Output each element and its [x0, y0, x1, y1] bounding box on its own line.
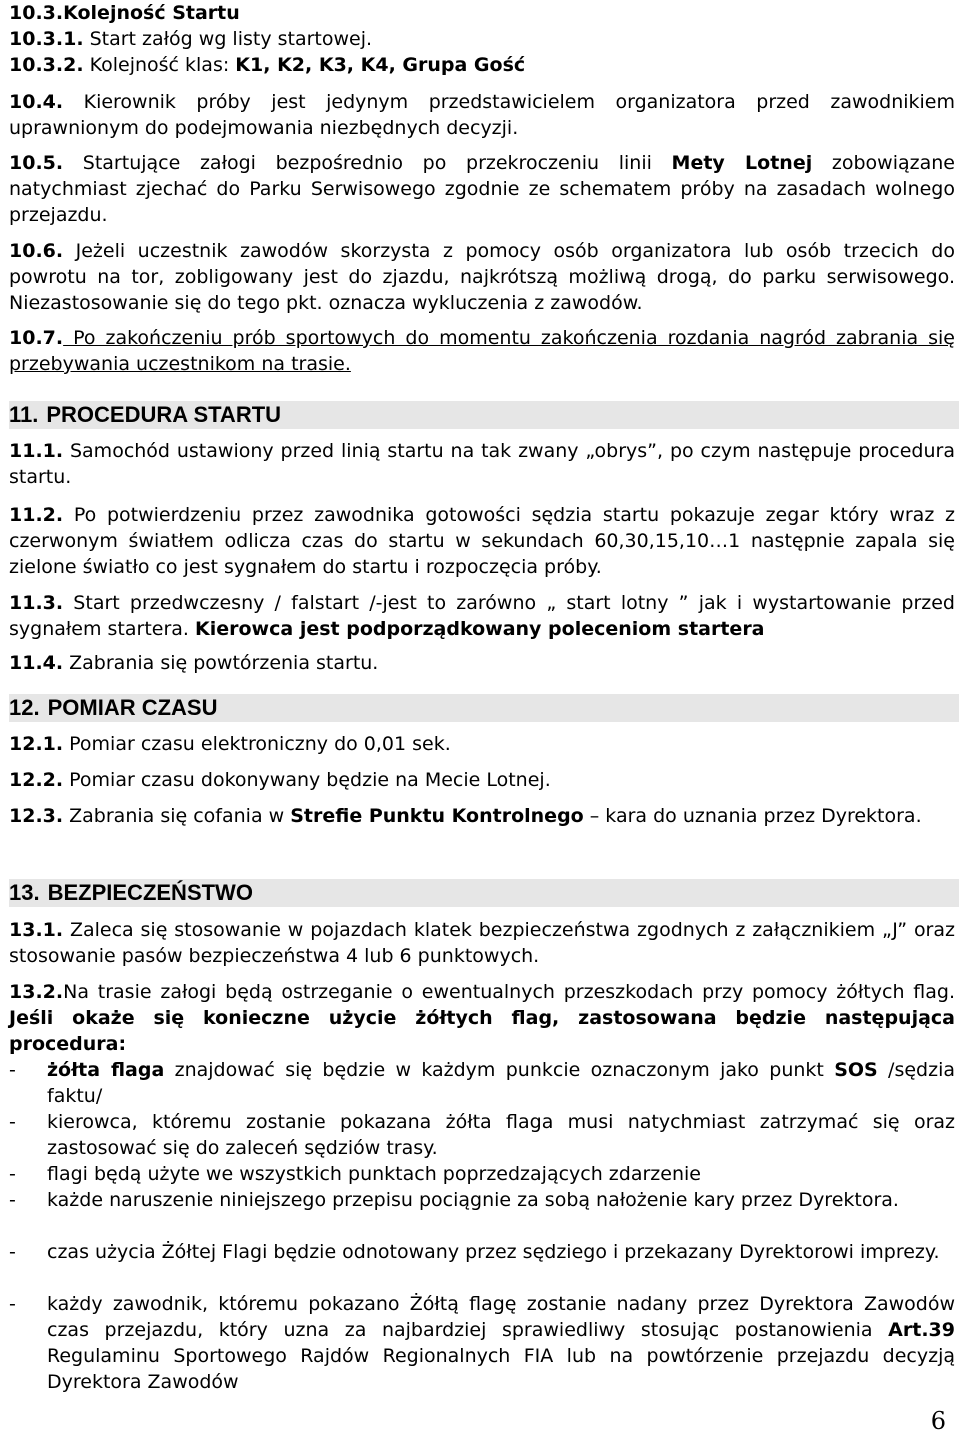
list-dash: - — [9, 1189, 16, 1211]
list-item-3: - flagi będą użyte we wszystkich punktach poprzedzających zdarzenie — [9, 1163, 701, 1185]
list-dash: - — [9, 1241, 16, 1263]
list-dash: - — [9, 1059, 16, 1081]
item-11-2: 11.2. Po potwierdzeniu przez zawodnika gotowości sędzia startu pokazuje zegar który wraz z czerwonym światłem odlicza czas do startu w sekundach 60,30,15,10…1 następnie zapala się zielone światło co jest sygnałem do startu i rozpoczęcia próby. — [9, 504, 955, 578]
item-12-3: 12.3. Zabrania się cofania w Strefie Punktu Kontrolnego – kara do uznania przez Dyrektora. — [9, 805, 922, 827]
list-item-1: - żółta flaga znajdować się będzie w każdym punkcie oznaczonym jako punkt SOS /sędzia faktu/ — [9, 1059, 955, 1107]
list-item-6: - każdy zawodnik, któremu pokazano Żółtą flagę zostanie nadany przez Dyrektora Zawodów czas przejazdu, który uzna za najbardziej sprawiedliwy stosując postanowienia Art.39 Regulaminu Sportowego Rajdów Regionalnych FIA lub na powtórzenie przejazdu decyzją Dyrektora Zawodów — [9, 1293, 955, 1393]
section-12-header: 12. POMIAR CZASU — [9, 694, 959, 722]
list-dash: - — [9, 1111, 16, 1133]
item-13-2: 13.2.Na trasie załogi będą ostrzeganie o ewentualnych przeszkodach przy pomocy żółtych flag. Jeśli okaże się konieczne użycie żółtych flag, zastosowana będzie następująca procedura: — [9, 981, 955, 1055]
list-item-5: - czas użycia Żółtej Flagi będzie odnotowany przez sędziego i przekazany Dyrektorowi imprezy. — [9, 1241, 940, 1263]
list-item-2: - kierowca, któremu zostanie pokazana żółta flaga musi natychmiast zatrzymać się oraz zastosować się do zaleceń sędziów trasy. — [9, 1111, 955, 1159]
list-dash: - — [9, 1163, 16, 1185]
item-10-6: 10.6. Jeżeli uczestnik zawodów skorzysta z pomocy osób organizatora lub osób trzecich do powrotu na tor, zobligowany jest do zjazdu, najkrótszą możliwą drogą, do parku serwisowego. Niezastosowanie się do tego pkt. oznacza wykluczenia z zawodów. — [9, 240, 955, 314]
section-10-3-title: 10.3.Kolejność Startu — [9, 2, 240, 24]
item-10-7: 10.7. Po zakończeniu prób sportowych do momentu zakończenia rozdania nagród zabrania się przebywania uczestnikom na trasie. — [9, 327, 955, 375]
item-10-3-1: 10.3.1. Start załóg wg listy startowej. — [9, 28, 373, 50]
section-13-header: 13. BEZPIECZEŃSTWO — [9, 879, 959, 907]
item-12-1: 12.1. Pomiar czasu elektroniczny do 0,01 sek. — [9, 733, 451, 755]
list-dash: - — [9, 1293, 16, 1315]
item-11-3: 11.3. Start przedwczesny / falstart /-jest to zarówno „ start lotny ” jak i wystartowanie przed sygnałem startera. Kierowca jest podporządkowany poleceniom startera — [9, 592, 955, 640]
list-item-4: - każde naruszenie niniejszego przepisu pociągnie za sobą nałożenie kary przez Dyrektora. — [9, 1189, 899, 1211]
item-12-2: 12.2. Pomiar czasu dokonywany będzie na Mecie Lotnej. — [9, 769, 551, 791]
item-11-1: 11.1. Samochód ustawiony przed linią startu na tak zwany „obrys”, po czym następuje procedura startu. — [9, 440, 955, 488]
item-13-1: 13.1. Zaleca się stosowanie w pojazdach klatek bezpieczeństwa zgodnych z załącznikiem „J” oraz stosowanie pasów bezpieczeństwa 4 lub 6 punktowych. — [9, 919, 955, 967]
item-10-3-2: 10.3.2. Kolejność klas: K1, K2, K3, K4, Grupa Gość — [9, 54, 526, 76]
section-11-header: 11. PROCEDURA STARTU — [9, 401, 959, 429]
page-number: 6 — [930, 1407, 946, 1435]
item-11-4: 11.4. Zabrania się powtórzenia startu. — [9, 652, 379, 674]
item-10-4: 10.4. Kierownik próby jest jedynym przedstawicielem organizatora przed zawodnikiem uprawnionym do podejmowania niezbędnych decyzji. — [9, 91, 955, 139]
item-10-5: 10.5. Startujące załogi bezpośrednio po przekroczeniu linii Mety Lotnej zobowiązane natychmiast zjechać do Parku Serwisowego zgodnie ze schematem próby na zasadach wolnego przejazdu. — [9, 152, 955, 226]
